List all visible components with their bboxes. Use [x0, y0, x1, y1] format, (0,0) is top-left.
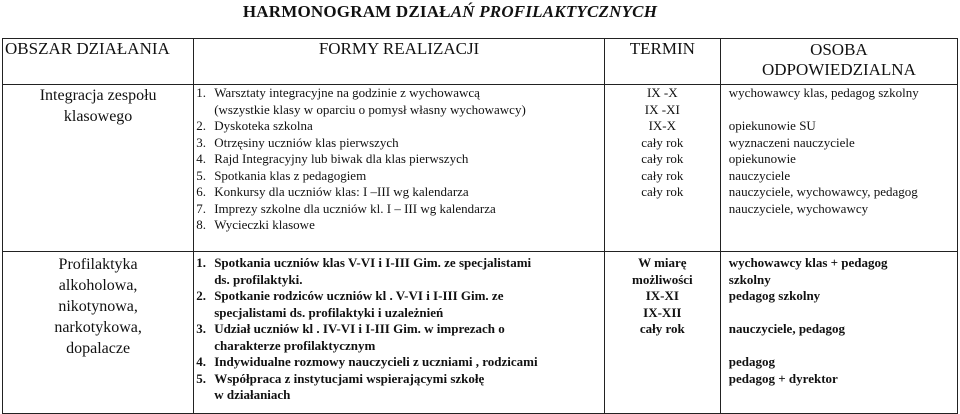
person-value: szkolny: [728, 271, 771, 287]
persons-integration: [720, 85, 957, 252]
term-value: IX-XII: [643, 304, 682, 320]
list-item: 3. Otrzęsiny uczniów klas pierwszych: [196, 134, 399, 150]
term-value: IX -X: [646, 85, 678, 100]
term-value: IX-XI: [645, 288, 679, 303]
person-value: wyznaczeni nauczyciele: [728, 134, 855, 150]
page-title: HARMONOGRAM DZIAŁAŃ PROFILAKTYCZNYCH: [242, 2, 658, 21]
person-value: nauczyciele: [728, 167, 791, 183]
forms-prevention: [194, 252, 605, 414]
person-value: pedagog + dyrektor: [728, 370, 838, 386]
term-value: cały rok: [641, 167, 684, 183]
person-value: wychowawcy klas + pedagog: [728, 255, 888, 270]
person-value: opiekunowie SU: [728, 118, 816, 133]
persons-prevention: [720, 252, 957, 414]
person-value: pedagog szkolny: [728, 288, 821, 303]
person-value: nauczyciele, wychowawcy: [728, 200, 869, 216]
person-value: pedagog: [728, 354, 776, 369]
list-item-continuation: w działaniach: [214, 387, 291, 402]
header-forms: FORMY REALIZACJI: [194, 39, 605, 85]
header-term: TERMIN: [604, 39, 720, 85]
list-item: 8. Wycieczki klasowe: [196, 217, 315, 232]
area-integration: Integracja zespołu klasowego: [3, 85, 194, 252]
term-value: W miarę: [638, 255, 687, 270]
term-value: cały rok: [639, 321, 685, 336]
person-value: [729, 305, 953, 322]
terms-integration: [604, 85, 720, 252]
section-prevention: [3, 252, 958, 414]
term-value: IX -XI: [644, 101, 680, 117]
term-value: cały rok: [641, 184, 684, 199]
person-value: opiekunowie: [728, 151, 796, 166]
list-item: 2. Dyskoteka szkolna: [196, 118, 313, 133]
list-item: 7. Imprezy szkolne dla uczniów kl. I – III wg kalendarza: [196, 200, 496, 216]
list-item: 6. Konkursy dla uczniów klas: I –III wg kalendarza: [196, 184, 469, 199]
list-item: 4. Indywidualne rozmowy nauczycieli z uczniami , rodzicami: [196, 354, 538, 369]
list-item: 5. Spotkania klas z pedagogiem: [196, 167, 367, 183]
term-value: cały rok: [641, 134, 684, 150]
header-row: [3, 39, 958, 85]
header-person: OSOBA ODPOWIEDZIALNA: [720, 39, 957, 85]
list-item: 4. Rajd Integracyjny lub biwak dla klas pierwszych: [196, 151, 469, 166]
person-value: [729, 338, 953, 355]
list-item-continuation: specjalistami ds. profilaktyki i uzależnień: [214, 304, 444, 320]
terms-prevention: [604, 252, 720, 414]
list-item-continuation: (wszystkie klasy w oparciu o pomysł własny wychowawcy): [214, 101, 526, 117]
header-area: OBSZAR DZIAŁANIA: [3, 39, 194, 85]
person-value: [729, 102, 953, 119]
list-item: 1. Spotkania uczniów klas V-VI i I-III Gim. ze specjalistami: [196, 255, 532, 270]
term-value: IX-X: [648, 118, 677, 133]
list-item-continuation: charakterze profilaktycznym: [214, 337, 376, 353]
list-item: 5. Współpraca z instytucjami wspierającymi szkołę: [196, 370, 485, 386]
list-item: 2. Spotkanie rodziców uczniów kl . V-VI i I-III Gim. ze: [196, 288, 504, 303]
term-value: cały rok: [641, 151, 684, 166]
term-value: możliwości: [631, 271, 693, 287]
schedule-table: [2, 38, 958, 414]
list-item: 1. Warsztaty integracyjne na godzinie z wychowawcą: [196, 85, 480, 100]
forms-integration: [194, 85, 605, 252]
person-value: wychowawcy klas, pedagog szkolny: [728, 85, 919, 100]
person-value: nauczyciele, wychowawcy, pedagog: [728, 184, 918, 199]
section-integration: [3, 85, 958, 252]
area-prevention: Profilaktyka alkoholowa, nikotynowa, narkotykowa, dopalacze: [3, 252, 194, 414]
list-item: 3. Udział uczniów kl . IV-VI i I-III Gim. w imprezach o: [196, 321, 505, 336]
person-value: nauczyciele, pedagog: [728, 321, 846, 336]
list-item-continuation: ds. profilaktyki.: [214, 271, 303, 287]
